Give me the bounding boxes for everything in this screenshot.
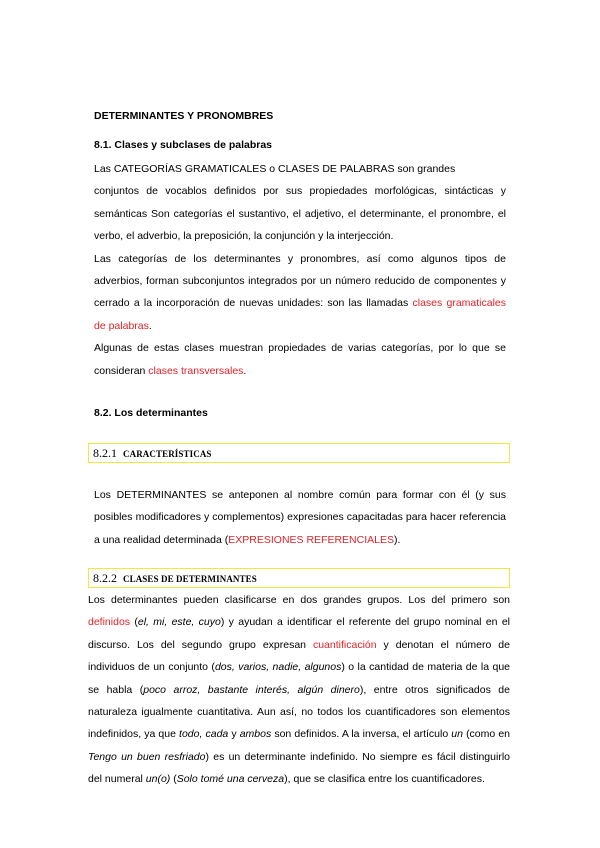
highlight-expresiones-referenciales: EXPRESIONES REFERENCIALES [228,533,394,546]
text-run: (como en [462,728,511,741]
text-run: y denotan el número de individuos de un conjunto ( [88,638,510,674]
example-italic: Tengo un buen resfriado [88,750,206,763]
example-italic: Solo tomé una cerveza [176,773,285,786]
paragraph-subsets-end: . [148,319,152,332]
text-run: son definidos. A la inversa, el artículo [271,728,452,741]
page-title: DETERMINANTES Y PRONOMBRES [94,110,274,122]
example-italic: un(o) [145,773,171,786]
paragraph-determinantes-def [94,484,506,551]
highlight-cuantificacion: cuantificación [312,638,377,651]
highlight-clases-gramaticales: clases gramaticales de palabras [94,297,507,332]
section-heading-8-2: 8.2. Los determinantes [94,407,208,419]
example-italic: ambos [239,728,272,741]
highlight-clases-transversales: clases transversales [148,364,244,377]
text-run: Los determinantes pueden clasificarse en dos grandes grupos. Los del primero son [88,594,510,606]
paragraph-transversal-end: . [243,364,247,377]
section-heading-8-1: 8.1. Clases y subclases de palabras [94,139,273,151]
example-italic: dos, varios, nadie, algunos [214,661,342,674]
paragraph-determinantes-end: ). [393,533,401,546]
paragraph-subsets-text: Las categorías de los determinantes y pronombres, así como algunos tipos de adverbios, forman subconjuntos integrados por un número reducido de componentes y cerrado a la incorporación de nuevas unidades: son las llamadas [94,252,506,310]
text-run: ( [170,773,177,786]
subsection-box-8-2-2 [88,568,510,588]
paragraph-determinantes-text: Los DETERMINANTES se anteponen al nombre común para formar con él (y sus posibles modificadores y complementos) expresiones capacitadas para hacer referencia a una realidad determinada ( [94,489,506,546]
example-italic: poco arroz, bastante interés, algún dinero [143,683,360,696]
paragraph-intro-line: Las CATEGORÍAS GRAMATICALES o CLASES DE PALABRAS son grandes [94,163,456,175]
text-run: ), entre otros significados de naturaleza igualmente cuantitativa. Aun así, no todos los cuantificadores son elementos indefinidos, ya que [88,683,510,741]
text-run: ) o la cantidad de materia de la que se habla ( [88,661,511,696]
text-run: ), que se clasifica entre los cuantificadores. [284,773,485,786]
example-italic: todo, cada [179,728,229,741]
example-italic: un [451,728,463,741]
subsection-box-8-2-1 [88,443,510,463]
text-run: ) y ayudan a identificar el referente del grupo nominal en el discurso. Los del segundo grupo expresan [88,616,511,651]
section-8-2-2-body [88,589,510,791]
example-italic: el, mi, este, cuyo [137,616,221,629]
paragraph-transversal-text: Algunas de estas clases muestran propiedades de varias categorías, por lo que se consideran [94,342,506,377]
text-run: ) es un determinante indefinido. No siempre es fácil distinguirlo del numeral [88,750,510,786]
paragraph-categories: conjuntos de vocablos definidos por sus propiedades morfológicas, sintácticas y semánticas Son categorías el sustantivo, el adjetivo, el determinante, el pronombre, el verbo, el adverbio, la preposición, la conjunción y la interjección. [94,185,506,243]
text-run: ( [130,616,138,629]
text-run: y [228,728,240,741]
paragraph-subsets [94,248,506,338]
subsection-number: 8.2.2 [93,571,117,585]
section-8-1-body [94,158,506,382]
subsection-label: CLASES DE DETERMINANTES [123,574,257,584]
highlight-definidos: definidos [88,616,131,629]
subsection-number: 8.2.1 [93,446,117,460]
subsection-label: CARACTERÍSTICAS [123,449,212,459]
paragraph-transversal [94,337,506,382]
paragraph-clases-determinantes [88,589,510,791]
section-8-2-1-body [94,484,506,551]
